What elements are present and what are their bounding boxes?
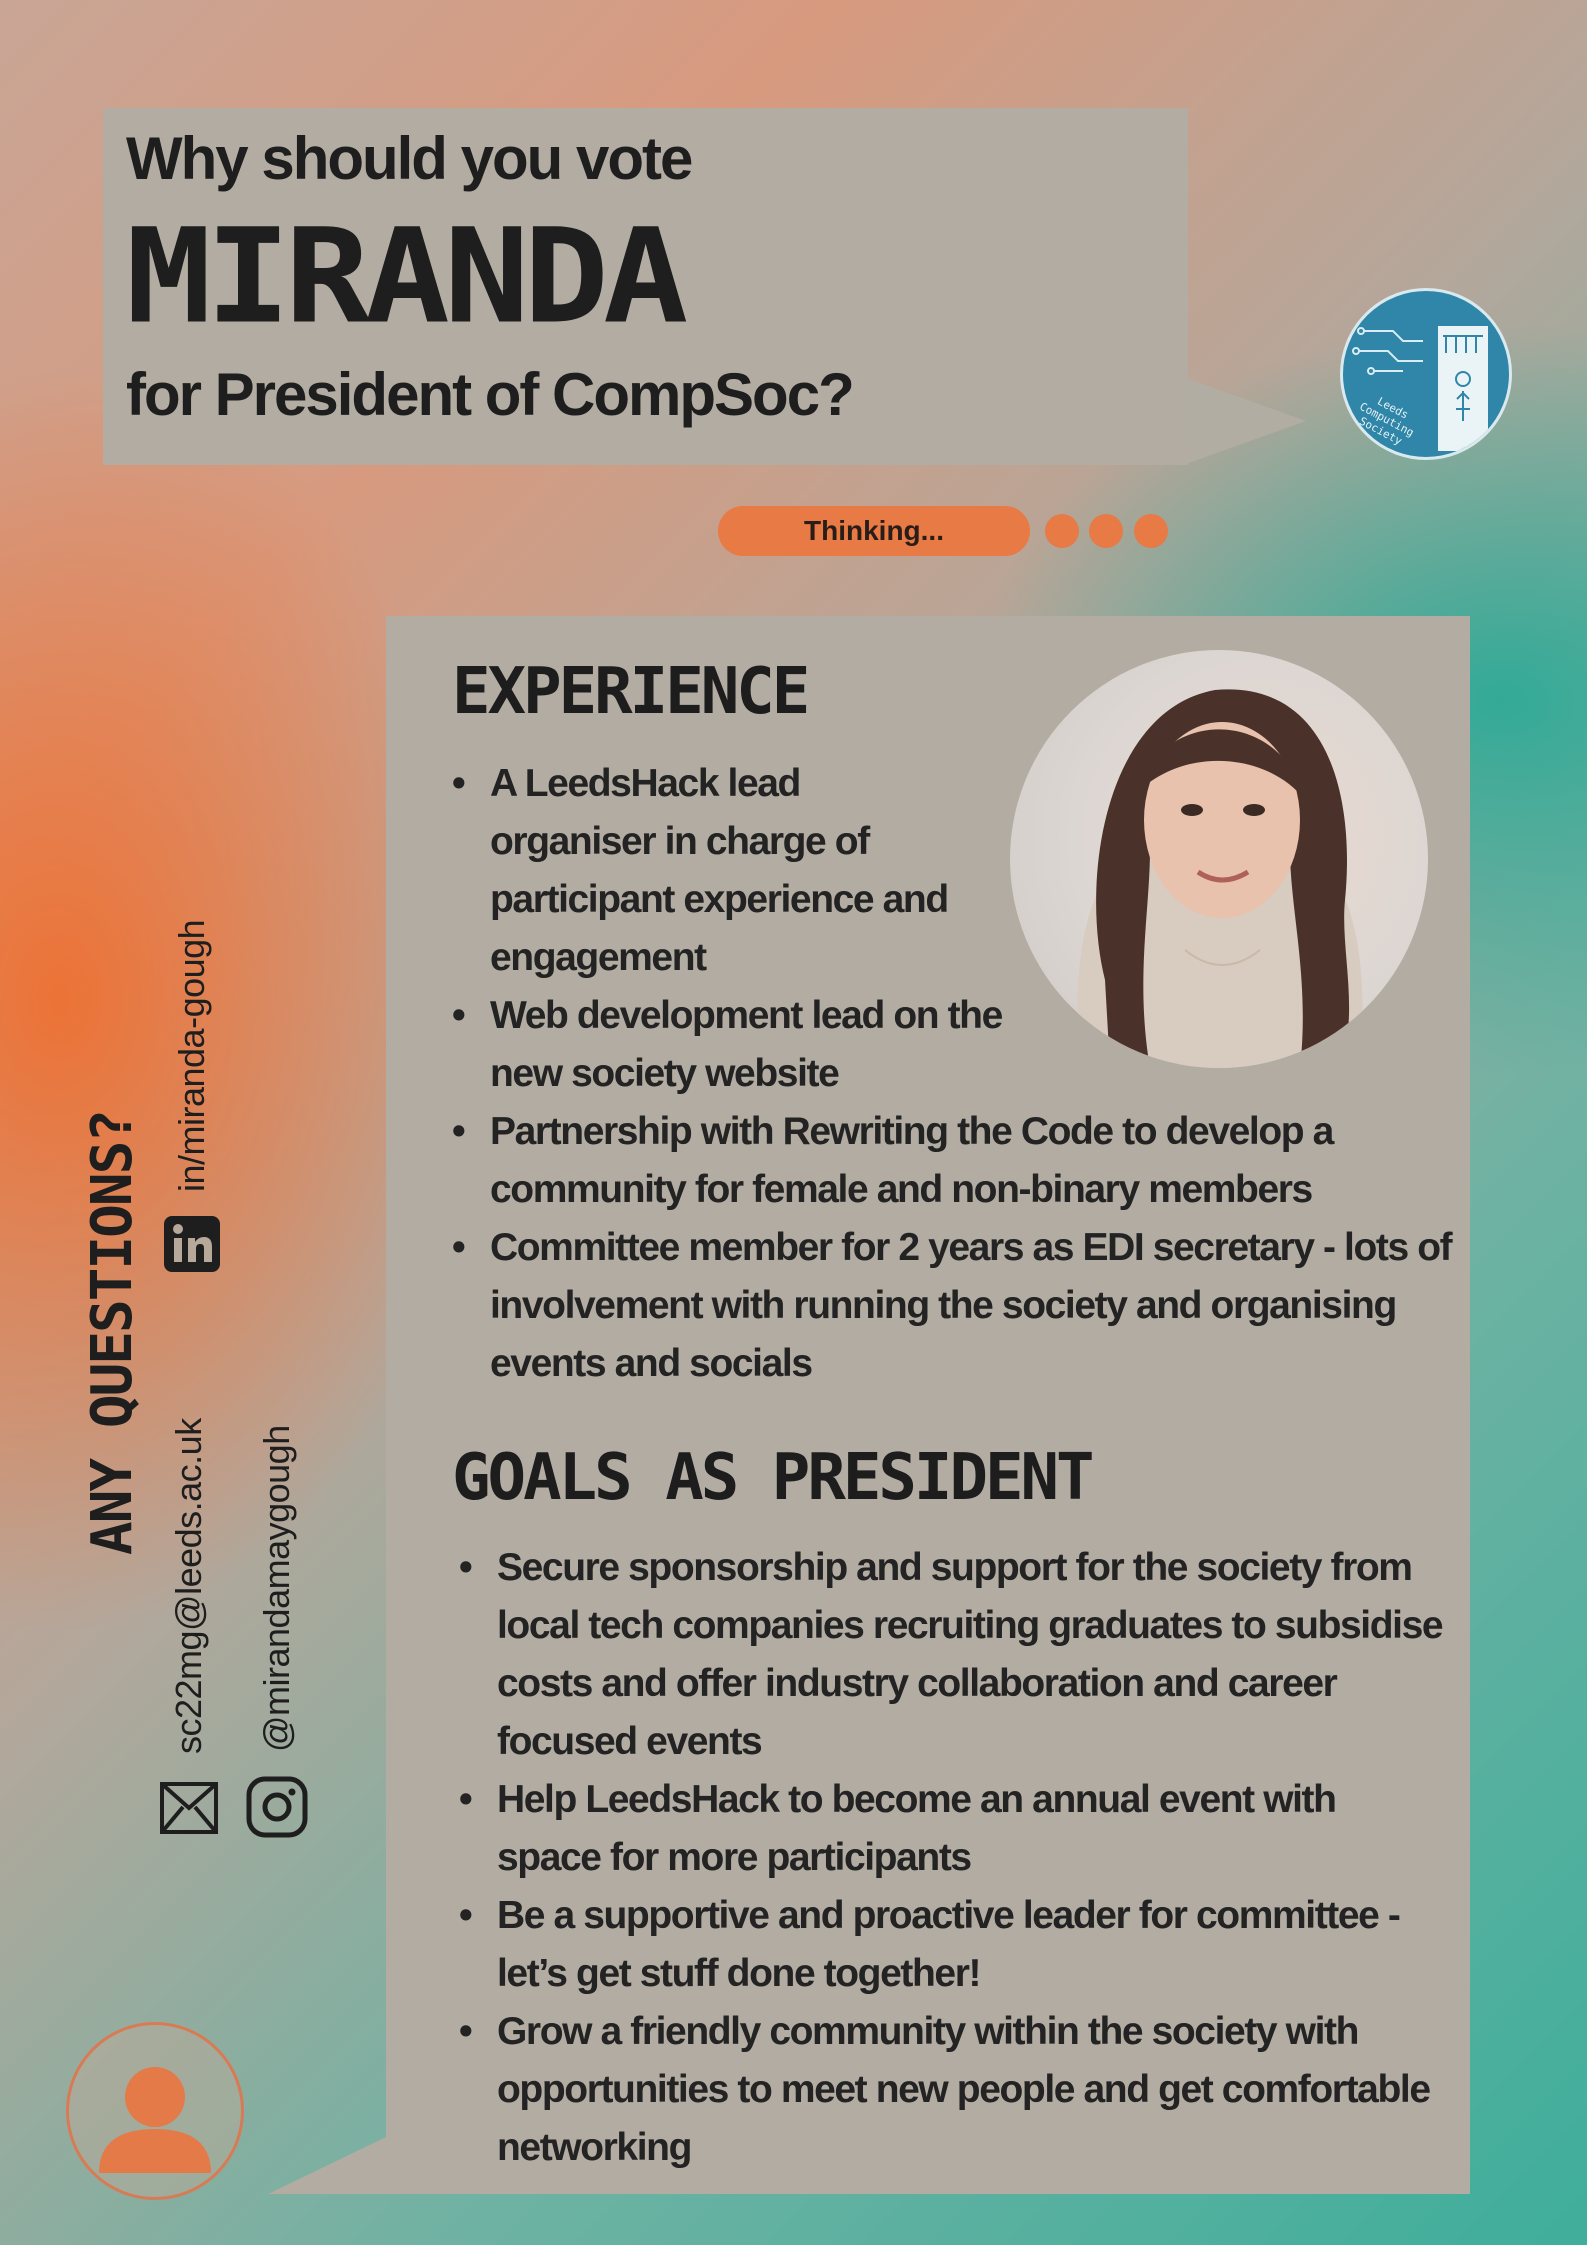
list-item: • Be a supportive and proactive leader for committee - let’s get stuff done together! <box>457 1887 1447 2003</box>
list-item: • Web development lead on the new society website <box>450 987 1030 1103</box>
email-icon <box>159 1781 219 1835</box>
header-bubble-tail <box>1186 378 1306 464</box>
linkedin-handle: in/miranda-gough <box>171 919 212 1192</box>
list-item: • A LeedsHack lead organiser in charge of participant experience and engagement <box>450 755 970 987</box>
email-contact[interactable] <box>162 1418 216 1838</box>
thinking-pill: Thinking... <box>718 506 1030 556</box>
email-address: sc22mg@leeds.ac.uk <box>168 1418 209 1754</box>
society-logo <box>1340 288 1512 460</box>
typing-dot-icon <box>1045 514 1079 548</box>
candidate-name: MIRANDA <box>126 200 683 353</box>
instagram-icon <box>246 1776 308 1838</box>
typing-dot-icon <box>1134 514 1168 548</box>
list-item: • Committee member for 2 years as EDI secretary - lots of involvement with running the society and organising events and socials <box>450 1219 1480 1393</box>
list-item: • Grow a friendly community within the society with opportunities to meet new people and get comfortable networking <box>457 2003 1447 2177</box>
experience-heading: EXPERIENCE <box>452 655 808 729</box>
list-item: • Partnership with Rewriting the Code to develop a community for female and non-binary members <box>450 1103 1480 1219</box>
list-item: • Help LeedsHack to become an annual event with space for more participants <box>457 1771 1447 1887</box>
instagram-handle: @mirandamaygough <box>256 1425 297 1752</box>
header-question-start: Why should you vote <box>126 125 692 192</box>
main-bubble-tail <box>268 2136 388 2194</box>
linkedin-icon <box>162 1214 222 1274</box>
user-avatar <box>66 2022 244 2200</box>
any-questions-heading: ANY QUESTIONS? <box>80 1110 145 1555</box>
header-question-end: for President of CompSoc? <box>126 361 853 428</box>
person-icon <box>69 2025 241 2197</box>
circuit-tower-icon <box>1343 291 1512 460</box>
typing-dot-icon <box>1089 514 1123 548</box>
goals-heading: GOALS AS PRESIDENT <box>452 1441 1092 1515</box>
linkedin-contact[interactable] <box>162 920 222 1274</box>
society-logo-text: Leeds Computing Society <box>1357 394 1417 448</box>
experience-list <box>450 755 1450 1393</box>
list-item: • Secure sponsorship and support for the society from local tech companies recruiting graduates to subsidise costs and offer industry collaboration and career focused events <box>457 1539 1447 1771</box>
instagram-contact[interactable] <box>246 1425 308 1838</box>
goals-list <box>457 1539 1457 2177</box>
